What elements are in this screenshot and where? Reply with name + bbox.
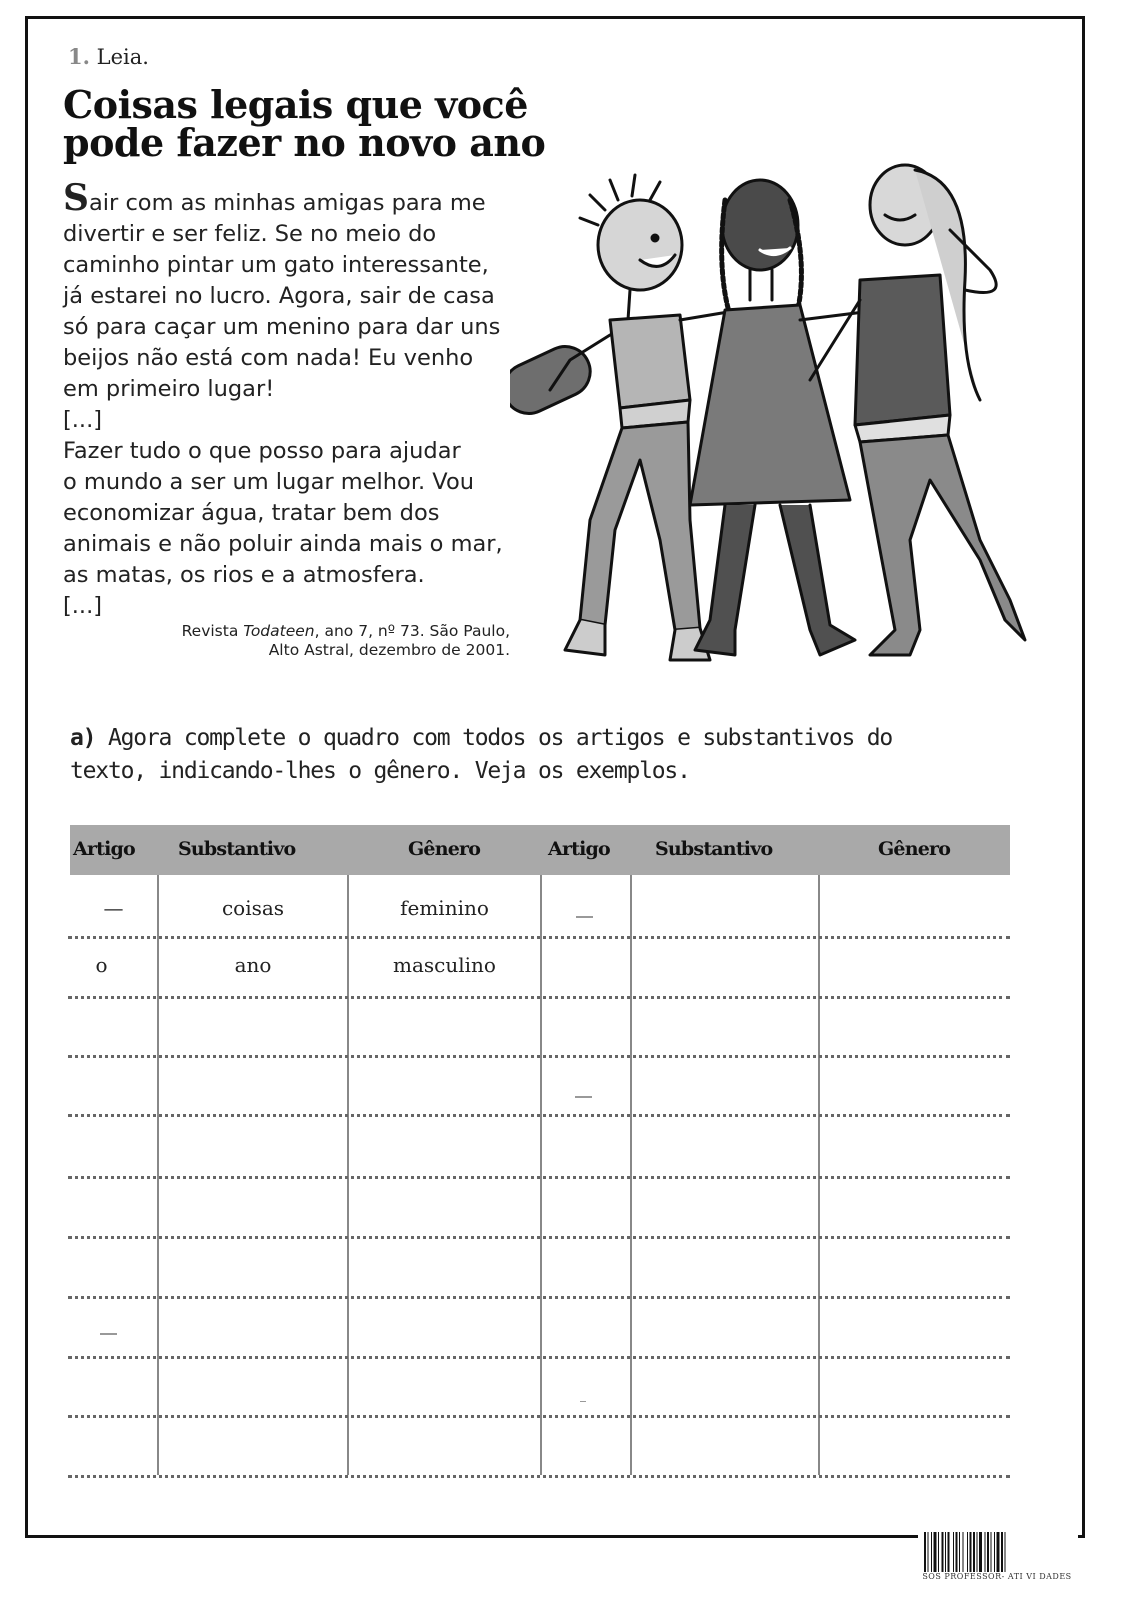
row-line [68, 936, 1010, 939]
barcode-bar [1005, 1532, 1006, 1572]
question-a-line-2: texto, indicando-lhes o gênero. Veja os exemplos. [70, 758, 690, 784]
barcode-bar [973, 1532, 975, 1572]
barcode-bar [959, 1532, 960, 1572]
header-genero-1: Gênero [408, 838, 481, 860]
table-cell-artigo-row-2: o [95, 953, 108, 977]
ellipsis-1: [...] [63, 407, 103, 433]
question-a-label: a) [70, 725, 96, 751]
barcode-bar [991, 1532, 992, 1572]
three-girls-illustration [510, 160, 1030, 680]
barcode-bar [987, 1532, 989, 1572]
row-line [68, 996, 1010, 999]
exercise-instruction: Leia. [96, 45, 149, 69]
row-line [68, 1475, 1010, 1478]
barcode-bar [934, 1532, 937, 1572]
barcode-icon [922, 1532, 1072, 1572]
table-header [70, 825, 1010, 875]
girl-right-figure [810, 165, 1025, 655]
barcode-bar [948, 1532, 950, 1572]
article-title-line-1: Coisas legais que você [63, 82, 528, 127]
table-cell-substantivo-row-1: coisas [221, 896, 285, 920]
article-body [63, 177, 543, 622]
girl-middle-figure [690, 180, 880, 655]
source-magazine: Todateen [243, 622, 315, 640]
barcode-bar [963, 1532, 964, 1572]
question-a-text-1: Agora complete o quadro com todos os artigos e substantivos do [95, 725, 893, 751]
table-cell-genero-row-1: feminino [400, 896, 489, 920]
paragraph-1-text: air com as minhas amigas para me divertir e ser feliz. Se no meio do caminho pintar um gato interessante, já estarei no lucro. Agora, sair de casa só para caçar um menino para dar uns beijos não está com nada! Eu venho em primeiro lugar! [63, 190, 501, 402]
stray-mark [100, 1333, 117, 1335]
table-cell-artigo-row-1: — [103, 896, 124, 920]
stray-mark [580, 1401, 586, 1402]
barcode-bar [931, 1532, 932, 1572]
article-title [63, 82, 663, 165]
exercise-number: 1. [68, 44, 90, 69]
header-substantivo-1: Substantivo [178, 838, 296, 860]
barcode-bar [945, 1532, 946, 1572]
header-substantivo-2: Substantivo [655, 838, 773, 860]
source-details: , ano 7, nº 73. São Paulo, [314, 622, 510, 640]
article-paragraph-2: Fazer tudo o que posso para ajudar o mundo a ser um lugar melhor. Vou economizar água, tratar bem dos animais e não poluir ainda mais o mar, as matas, os rios e a atmosfera. [63, 438, 503, 588]
row-line [68, 1415, 1010, 1418]
barcode-bar [942, 1532, 944, 1572]
table-cell-substantivo-row-2: ano [234, 953, 272, 977]
header-artigo-1: Artigo [73, 838, 135, 860]
barcode-bar [979, 1532, 982, 1572]
column-divider [540, 875, 542, 1475]
drop-cap: S [63, 177, 89, 219]
barcode-bar [924, 1532, 926, 1572]
source-line-2: Alto Astral, dezembro de 2001. [268, 641, 510, 659]
barcode-caption: SOS PROFESSOR- ATI VI DADES [922, 1572, 1072, 1581]
row-line [68, 1356, 1010, 1359]
question-a-line-1 [70, 722, 1020, 755]
barcode-bar [967, 1532, 968, 1572]
column-divider [818, 875, 820, 1475]
row-line [68, 1114, 1010, 1117]
barcode-bar [956, 1532, 958, 1572]
stray-mark [576, 916, 593, 918]
ellipsis-2: [...] [63, 593, 103, 619]
article-paragraph-1 [63, 177, 543, 405]
barcode-bar [985, 1532, 986, 1572]
barcode-bar [970, 1532, 972, 1572]
question-a [70, 722, 1020, 788]
source-prefix: Revista [181, 622, 244, 640]
articles-nouns-table [70, 825, 1010, 875]
barcode-bar [938, 1532, 939, 1572]
barcode-bar [977, 1532, 978, 1572]
row-line [68, 1236, 1010, 1239]
barcode-bar [997, 1532, 1000, 1572]
barcode-bar [1001, 1532, 1003, 1572]
barcode-bar [928, 1532, 929, 1572]
header-artigo-2: Artigo [548, 838, 610, 860]
barcode-bar [953, 1532, 954, 1572]
row-line [68, 1176, 1010, 1179]
header-genero-2: Gênero [878, 838, 951, 860]
barcode-bar [994, 1532, 995, 1572]
article-source [150, 622, 510, 660]
stray-mark [575, 1096, 592, 1098]
exercise-heading [68, 44, 149, 69]
source-line-1 [150, 622, 510, 641]
row-line [68, 1055, 1010, 1058]
column-divider [630, 875, 632, 1475]
table-cell-genero-row-2: masculino [393, 953, 496, 977]
article-title-line-2: pode fazer no novo ano [63, 120, 546, 165]
row-line [68, 1296, 1010, 1299]
